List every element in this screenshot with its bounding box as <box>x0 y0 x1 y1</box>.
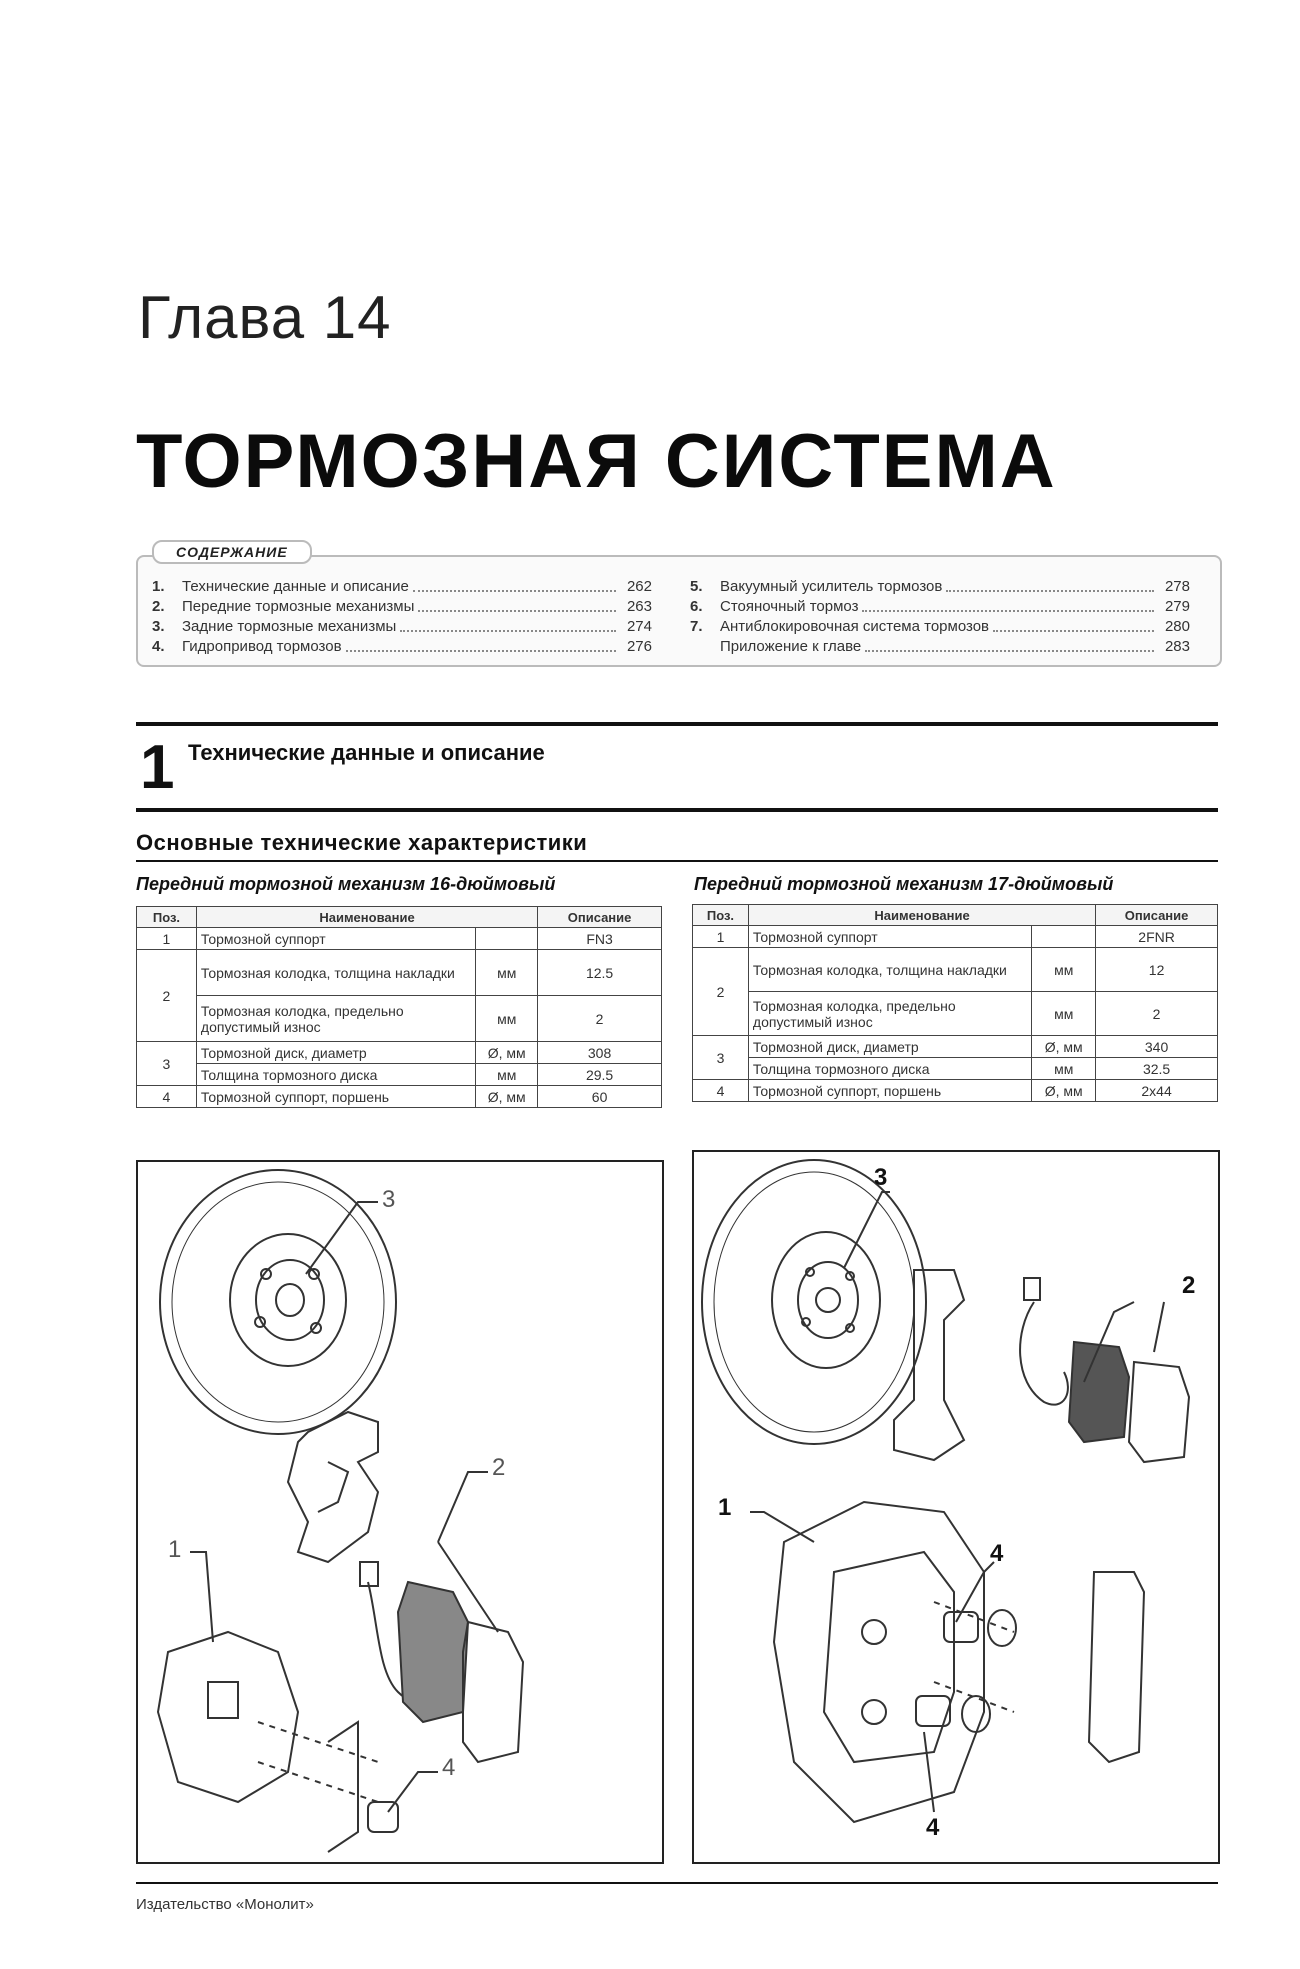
table-of-contents <box>136 555 1222 667</box>
table-row: Толщина тормозного диска мм 29.5 <box>137 1064 662 1086</box>
section-rule-top <box>136 722 1218 726</box>
label-1: 1 <box>168 1536 182 1563</box>
publisher-footer: Издательство «Монолит» <box>136 1896 314 1913</box>
header-desc: Описание <box>538 907 662 928</box>
subsection-title: Основные технические характеристики <box>136 830 588 855</box>
caliper-bracket <box>288 1412 378 1562</box>
header-name: Наименование <box>196 907 537 928</box>
piston-seal-lower <box>962 1696 990 1732</box>
brake-pad-inner <box>1069 1342 1129 1442</box>
table-header-row <box>137 907 662 928</box>
brake-17-drawing <box>694 1152 1218 1862</box>
table-row: 3 Тормозной диск, диаметр Ø, мм 340 <box>693 1036 1218 1058</box>
table-row: 4 Тормозной суппорт, поршень Ø, мм 2x44 <box>693 1080 1218 1102</box>
toc-item[interactable]: 2. Передние тормозные механизмы 263 <box>152 598 652 615</box>
brake-disc <box>702 1160 926 1444</box>
table16-caption: Передний тормозной механизм 16-дюймовый <box>136 874 556 894</box>
toc-item[interactable]: 4. Гидропривод тормозов 276 <box>152 638 652 655</box>
section-title: Технические данные и описание <box>188 740 545 765</box>
label-1: 1 <box>718 1494 732 1521</box>
label-4-lower: 4 <box>926 1814 940 1841</box>
section-number: 1 <box>140 733 175 802</box>
table-row: 2 Тормозная колодка, толщина накладки мм 12.5 <box>137 950 662 996</box>
toc-item[interactable]: 1. Технические данные и описание 262 <box>152 578 652 595</box>
header-pos: Поз. <box>137 907 197 928</box>
section-rule-bottom <box>136 808 1218 812</box>
table-row: Тормозная колодка, предельно допустимый износ мм 2 <box>693 992 1218 1036</box>
footer-rule <box>136 1882 1218 1884</box>
chapter-title: ТОРМОЗНАЯ СИСТЕМА <box>136 419 1057 504</box>
brake-pad-outer <box>1129 1362 1189 1462</box>
piston <box>368 1802 398 1832</box>
brake-16-drawing <box>138 1162 662 1862</box>
table-row: 1 Тормозной суппорт FN3 <box>137 928 662 950</box>
label-4: 4 <box>442 1754 456 1781</box>
brake-pad-outer <box>463 1622 523 1762</box>
table16 <box>136 906 662 1108</box>
table17 <box>692 904 1218 1102</box>
label-4-upper: 4 <box>990 1540 1004 1567</box>
figure-brake-17 <box>692 1150 1220 1864</box>
table-row: 4 Тормозной суппорт, поршень Ø, мм 60 <box>137 1086 662 1108</box>
label-2: 2 <box>1182 1272 1196 1299</box>
toc-label: СОДЕРЖАНИЕ <box>152 540 312 564</box>
label-2: 2 <box>492 1454 506 1481</box>
table-row: 1 Тормозной суппорт 2FNR <box>693 926 1218 948</box>
table-row: Тормозная колодка, предельно допустимый износ мм 2 <box>137 996 662 1042</box>
brake-caliper <box>774 1502 984 1822</box>
toc-item[interactable]: Приложение к главе 283 <box>720 638 1190 655</box>
toc-right-column <box>690 577 1190 657</box>
header-desc: Описание <box>1096 905 1218 926</box>
toc-item[interactable]: 3. Задние тормозные механизмы 274 <box>152 618 652 635</box>
label-3: 3 <box>382 1186 396 1213</box>
header-name: Наименование <box>748 905 1095 926</box>
chapter-number: Глава 14 <box>138 284 392 351</box>
label-3: 3 <box>874 1164 888 1191</box>
subsection-rule <box>136 860 1218 862</box>
toc-item[interactable]: 5. Вакуумный усилитель тормозов 278 <box>690 578 1190 595</box>
toc-left-column <box>152 577 652 657</box>
table-row: 2 Тормозная колодка, толщина накладки мм 12 <box>693 948 1218 992</box>
table17-caption: Передний тормозной механизм 17-дюймовый <box>694 874 1114 894</box>
toc-item[interactable]: 6. Стояночный тормоз 279 <box>690 598 1190 615</box>
brake-disc <box>160 1170 396 1434</box>
header-pos: Поз. <box>693 905 749 926</box>
caliper-bracket <box>894 1270 964 1460</box>
toc-item[interactable]: 7. Антиблокировочная система тормозов 280 <box>690 618 1190 635</box>
table-header-row <box>693 905 1218 926</box>
brake-pad-inner <box>398 1582 468 1722</box>
figure-brake-16 <box>136 1160 664 1864</box>
table-row: 3 Тормозной диск, диаметр Ø, мм 308 <box>137 1042 662 1064</box>
brake-pad-clip <box>1089 1572 1144 1762</box>
table-row: Толщина тормозного диска мм 32.5 <box>693 1058 1218 1080</box>
